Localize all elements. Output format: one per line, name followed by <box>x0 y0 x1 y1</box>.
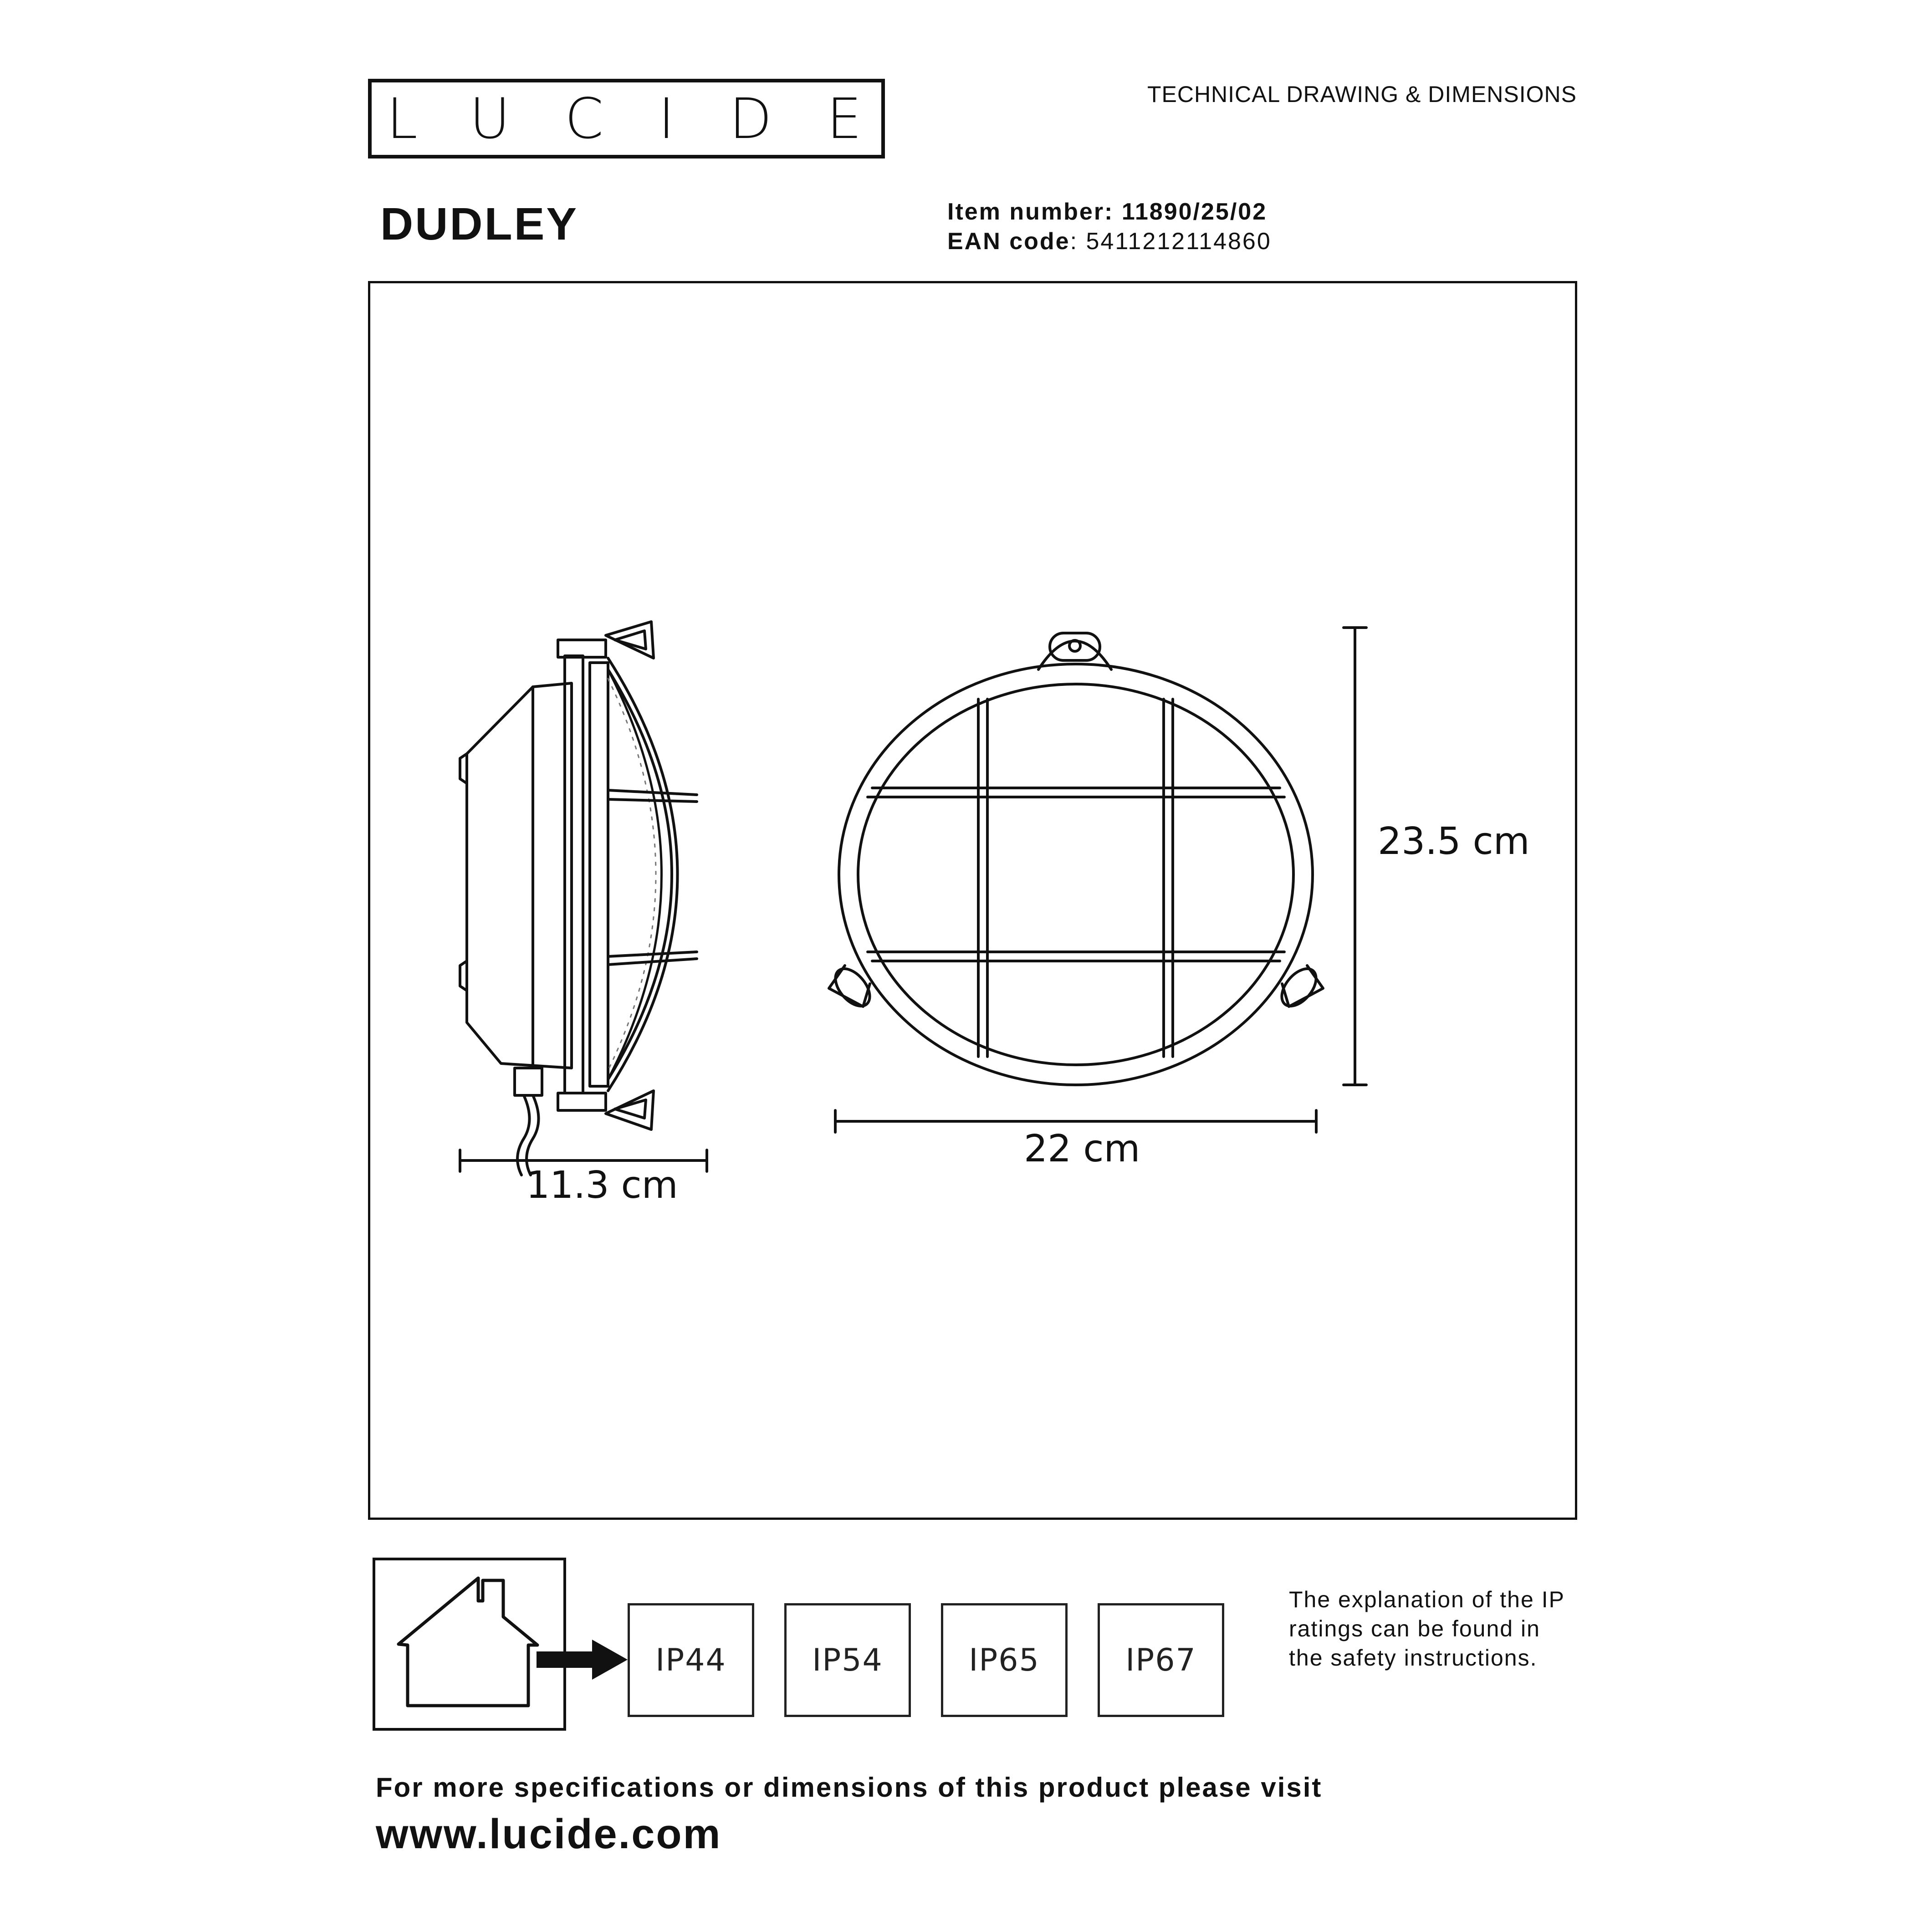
height-label: 23.5 cm <box>1378 820 1530 863</box>
front-view <box>829 633 1323 1085</box>
ip-rating-badge: IP44 <box>628 1603 754 1717</box>
ean-value: 5411212114860 <box>1086 228 1272 255</box>
ip-rating-note: The explanation of the IP ratings can be found in the safety instructions. <box>1289 1587 1565 1671</box>
ip-rating-badge: IP67 <box>1098 1603 1224 1717</box>
ean-label: EAN code <box>947 228 1070 255</box>
ean-line: EAN code: 5411212114860 <box>947 228 1272 255</box>
indoor-outdoor-icon-frame <box>373 1558 566 1731</box>
depth-label: 11.3 cm <box>526 1164 678 1207</box>
item-number-label: Item number: <box>947 199 1114 225</box>
website-link[interactable]: www.lucide.com <box>376 1811 722 1857</box>
ip-rating-badge: IP65 <box>941 1603 1068 1717</box>
item-number-value: 11890/25/02 <box>1121 199 1268 225</box>
height-dimension-line <box>1344 628 1366 1085</box>
brand-logo: LUCIDE <box>386 86 917 151</box>
width-label: 22 cm <box>1024 1127 1140 1170</box>
footer-text: For more specifications or dimensions of this product please visit <box>376 1772 1323 1803</box>
document-type: TECHNICAL DRAWING & DIMENSIONS <box>1147 82 1577 107</box>
side-view <box>460 622 697 1175</box>
product-name: DUDLEY <box>380 199 579 250</box>
ip-rating-badge: IP54 <box>784 1603 911 1717</box>
